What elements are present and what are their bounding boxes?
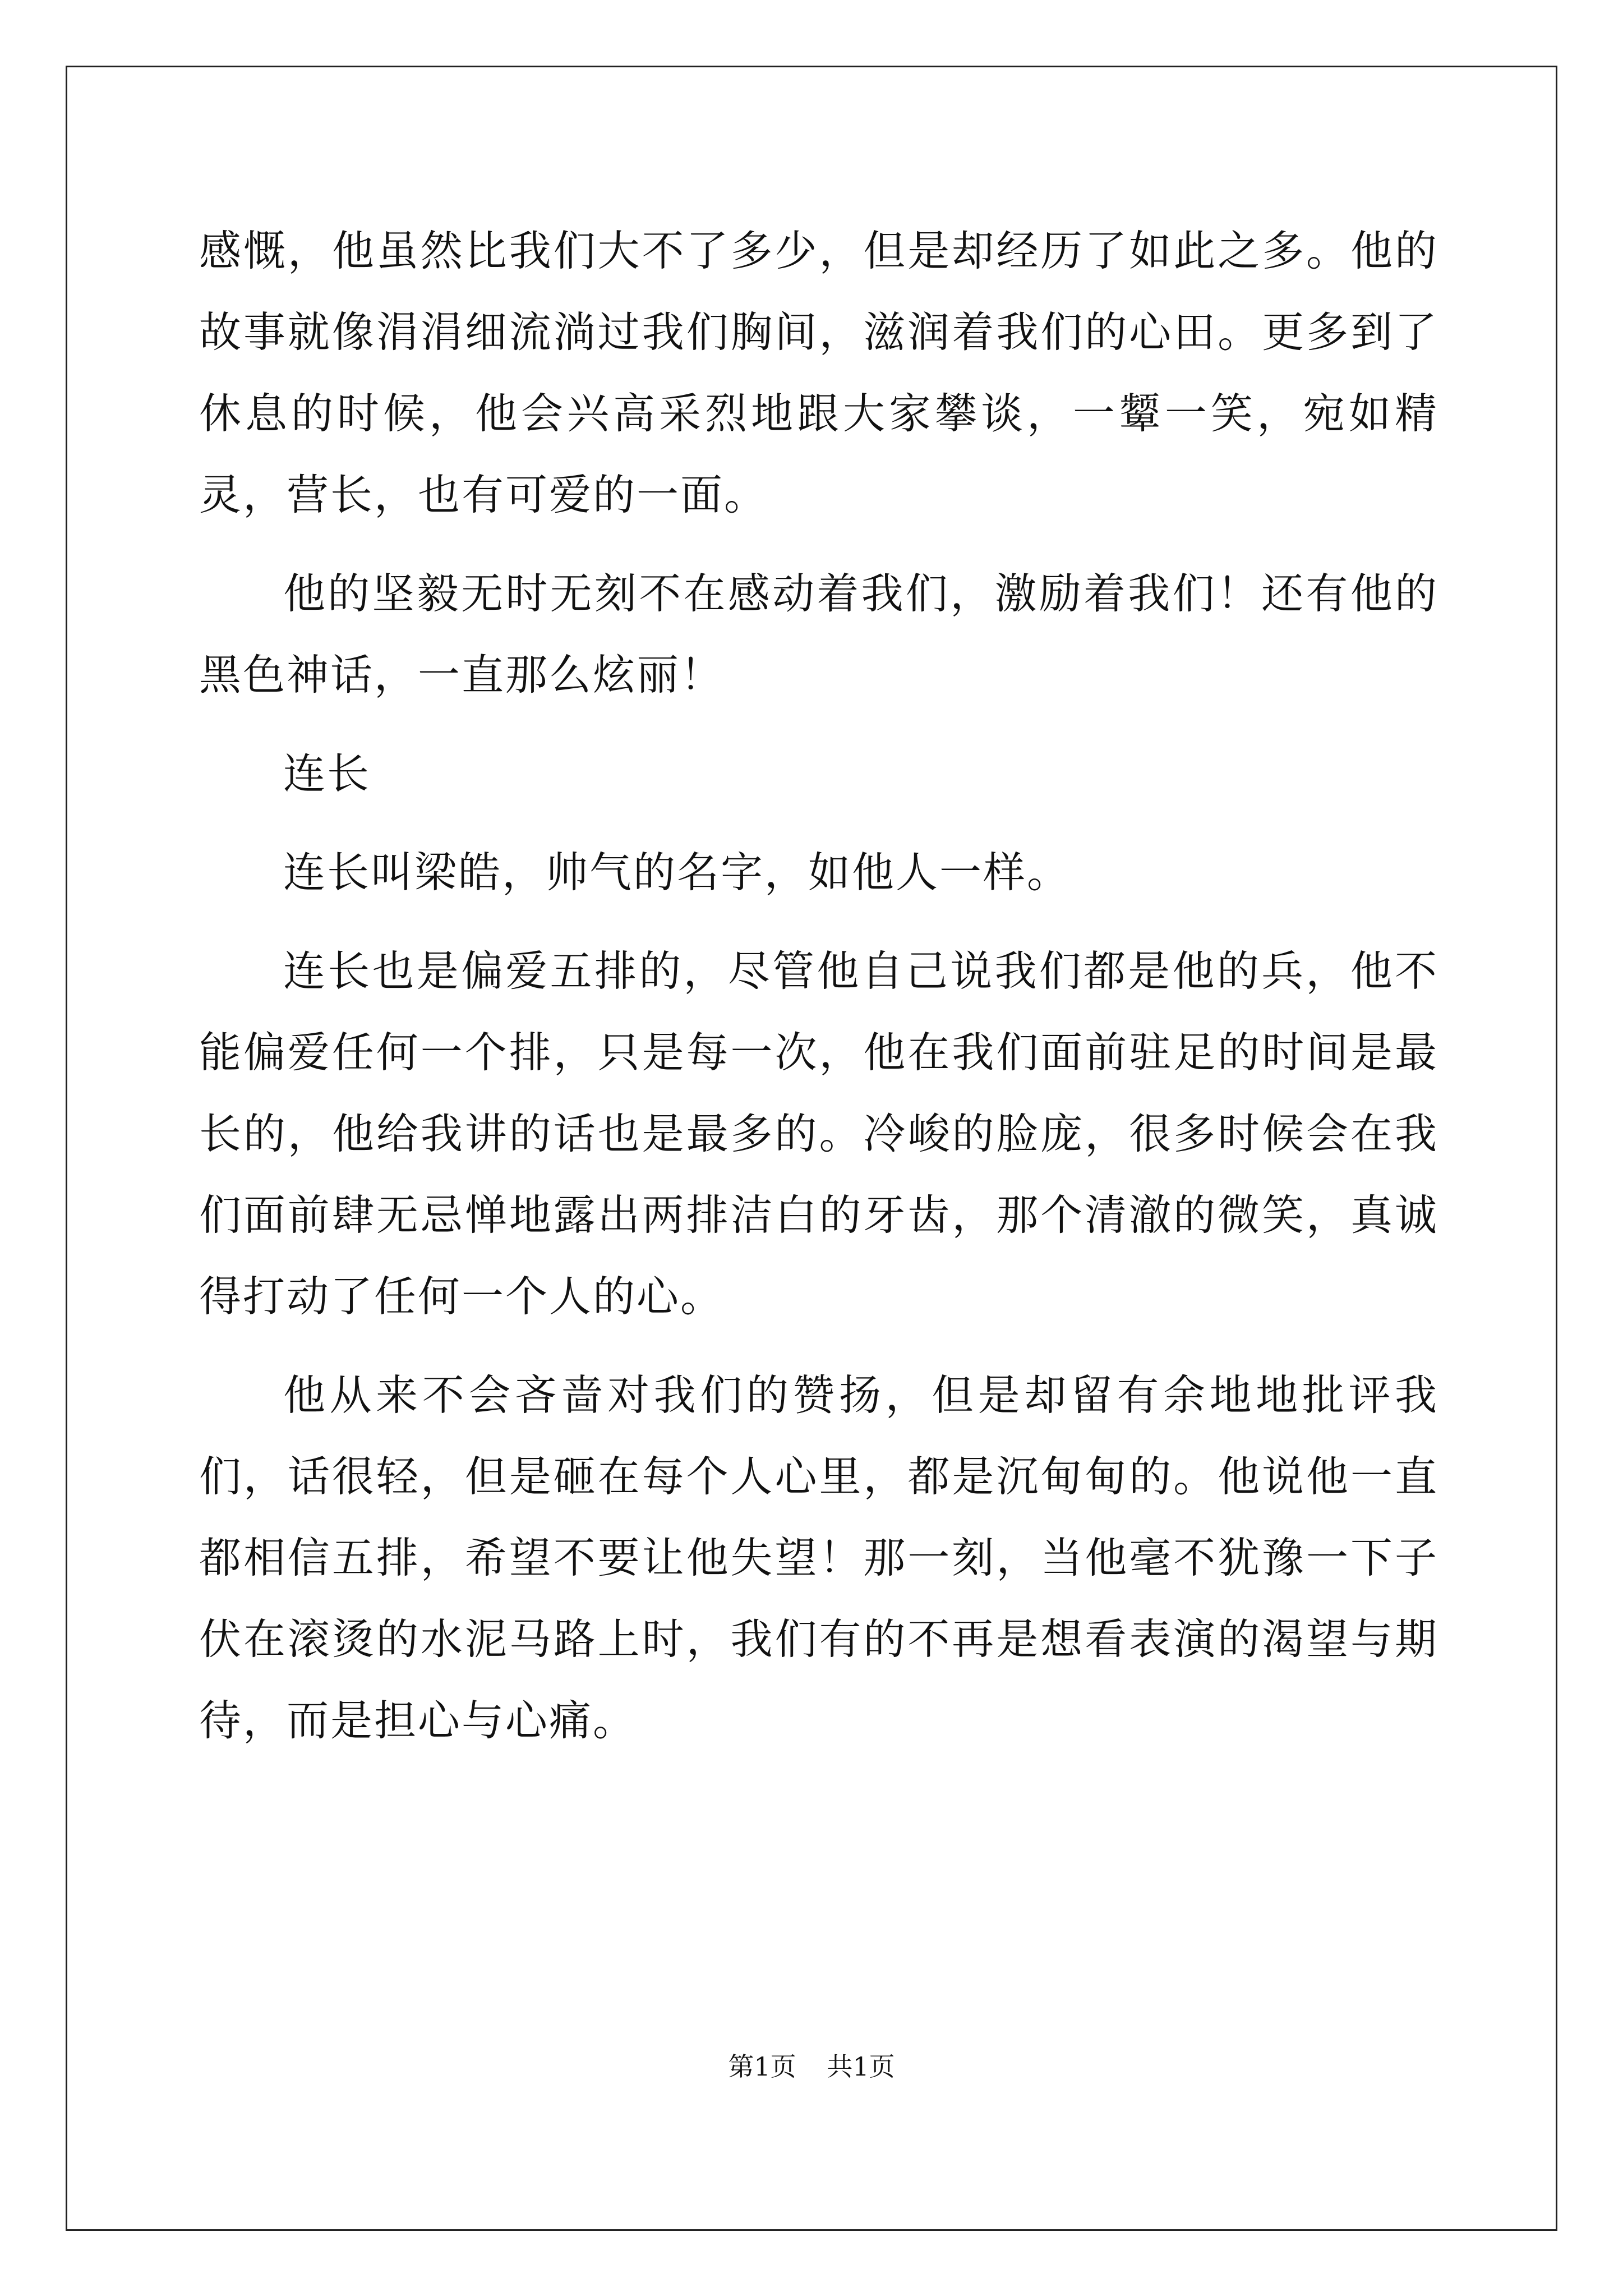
paragraph-4: 连长也是偏爱五排的，尽管他自己说我们都是他的兵，他不能偏爱任何一个排，只是每一次，他在我们面前驻足的时间是最长的，他给我讲的话也是最多的。冷峻的脸庞，很多时候会在我们面前肆无忌惮地露出两排洁白的牙齿，那个清澈的微笑，真诚得打动了任何一个人的心。 [199, 946, 1438, 1321]
page-total: 共1页 [827, 2051, 895, 2082]
section-heading-company-commander: 连长 [283, 749, 371, 798]
document-body [199, 210, 1438, 1779]
paragraph-3: 连长叫梁皓，帅气的名字，如他人一样。 [283, 848, 1071, 897]
paragraph-5: 他从来不会吝啬对我们的赞扬，但是却留有余地地批评我们，话很轻，但是砸在每个人心里，都是沉甸甸的。他说他一直都相信五排，希望不要让他失望！那一刻，当他毫不犹豫一下子伏在滚烫的水泥马路上时，我们有的不再是想看表演的渴望与期待，而是担心与心痛。 [199, 1370, 1438, 1745]
paragraph-2: 他的坚毅无时无刻不在感动着我们，激励着我们！还有他的黑色神话，一直那么炫丽！ [199, 569, 1438, 700]
paragraph-1: 感慨，他虽然比我们大不了多少，但是却经历了如此之多。他的故事就像涓涓细流淌过我们胸间，滋润着我们的心田。更多到了休息的时候，他会兴高采烈地跟大家攀谈，一颦一笑，宛如精灵，营长，也有可爱的一面。 [199, 226, 1438, 519]
page-number: 第1页 [728, 2051, 796, 2082]
page-footer [0, 2046, 1623, 2083]
